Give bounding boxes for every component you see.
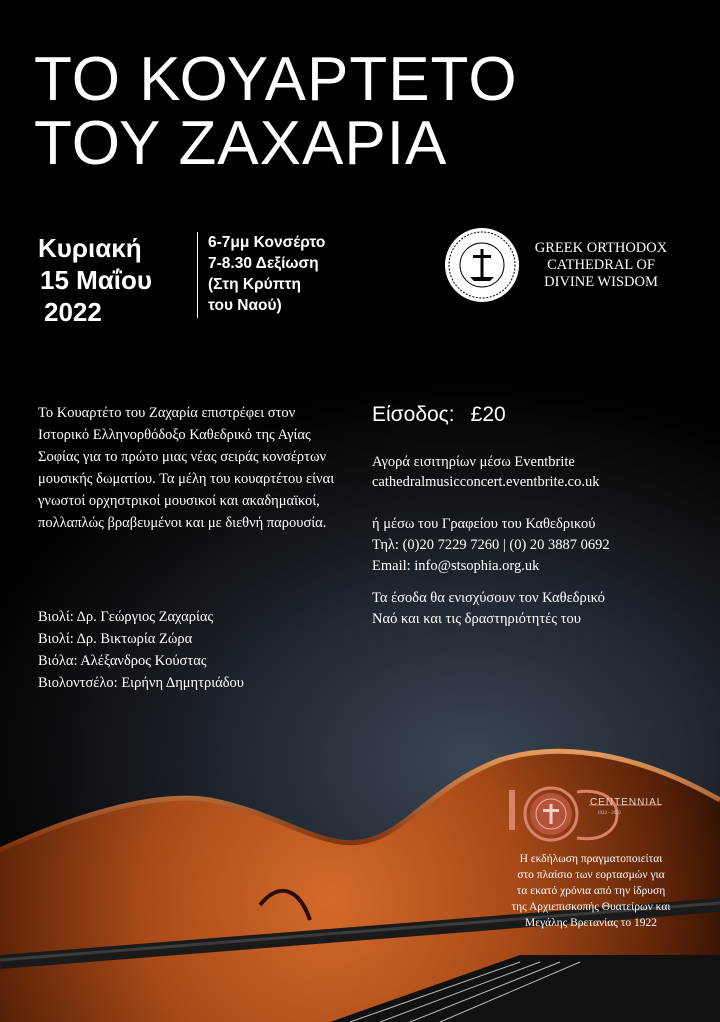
concert-description: Το Κουαρτέτο του Ζαχαρία επιστρέφει στον Ιστορικό Ελληνορθόδοξο Καθεδρικό της Αγίας Σοφίας για το πρώτο μιας νέας σειράς κονσέρτων μουσικής δωματίου. Τα μέλη του κουαρτέτου είναι γνωστοί ορχηστρικοί μουσικοί και ακαδημαϊκοί, πολλαπλώς βραβευμένοι και με διεθνή παρουσία.	[38, 405, 335, 531]
entry-price-value: £20	[470, 403, 506, 426]
cathedral-seal-logo	[444, 227, 520, 303]
note-line-4: της Αρχιεπισκοπής Θυατείρων και	[511, 901, 671, 913]
ticket-line: Αγορά εισιτηρίων μέσω Eventbrite	[372, 454, 575, 470]
player-item: Βιολί: Δρ. Βικτωρία Ζώρα	[38, 631, 193, 647]
time-line-1: 6-7μμ Κονσέρτο	[208, 234, 326, 251]
centennial-logo	[505, 784, 665, 846]
player-item: Βιόλα: Αλέξανδρος Κούστας	[38, 653, 207, 669]
note-line-3: τα εκατό χρόνια από την ίδρυση	[516, 885, 666, 897]
date-date: 15 Μαΐου	[40, 265, 153, 295]
centennial-note	[476, 851, 706, 931]
cathedral-line-3: DIVINE WISDOM	[544, 274, 658, 290]
office-contact	[372, 514, 610, 577]
cathedral-line-2: CATHEDRAL OF	[547, 257, 655, 273]
support-line-1: Τα έσοδα θα ενισχύσουν τον Καθεδρικό	[372, 590, 605, 606]
concert-title	[34, 45, 518, 178]
title-line-2: ΤΟΥ ΖΑΧΑΡΙΑ	[34, 109, 448, 178]
support-note	[372, 588, 605, 630]
cathedral-name	[526, 240, 676, 291]
time-line-3: (Στη Κρύπτη	[208, 276, 301, 293]
player-item: Βιολοντσέλο: Ειρήνη Δημητριάδου	[38, 675, 244, 691]
ticket-info	[372, 452, 599, 492]
support-line-2: Ναό και και τις δραστηριότητές του	[372, 611, 581, 627]
date-day: Κυριακή	[38, 233, 142, 263]
cathedral-line-1: GREEK ORTHODOX	[534, 240, 668, 256]
time-line-4: του Ναού)	[208, 297, 282, 314]
entry-label: Είσοδος:	[372, 403, 455, 426]
event-date	[38, 232, 152, 328]
title-line-1: ΤΟ ΚΟΥΑΡΤΕΤΟ	[34, 45, 518, 114]
eventbrite-link[interactable]: cathedralmusicconcert.eventbrite.co.uk	[372, 474, 600, 490]
entry-price	[372, 402, 506, 428]
email-link[interactable]: Email: info@stsophia.org.uk	[372, 558, 540, 574]
note-line-1: Η εκδήλωση πραγματοποιείται	[519, 853, 663, 865]
office-line: ή μέσω του Γραφείου του Καθεδρικού	[372, 516, 596, 532]
date-divider	[197, 232, 198, 318]
event-times	[208, 232, 325, 316]
centennial-label: CENTENNIAL	[590, 797, 664, 808]
note-line-2: στο πλαίσιο των εορτασμών για	[517, 869, 665, 881]
centennial-years: 1922 - 2022	[597, 811, 622, 816]
date-year: 2022	[44, 297, 102, 327]
player-item: Βιολί: Δρ. Γεώργιος Ζαχαρίας	[38, 609, 214, 625]
players-list	[38, 606, 244, 694]
time-line-2: 7-8.30 Δεξίωση	[208, 255, 319, 272]
phone-numbers: Τηλ: (0)20 7229 7260 | (0) 20 3887 0692	[372, 537, 610, 553]
note-line-5: Μεγάλης Βρετανίας το 1922	[525, 917, 657, 929]
